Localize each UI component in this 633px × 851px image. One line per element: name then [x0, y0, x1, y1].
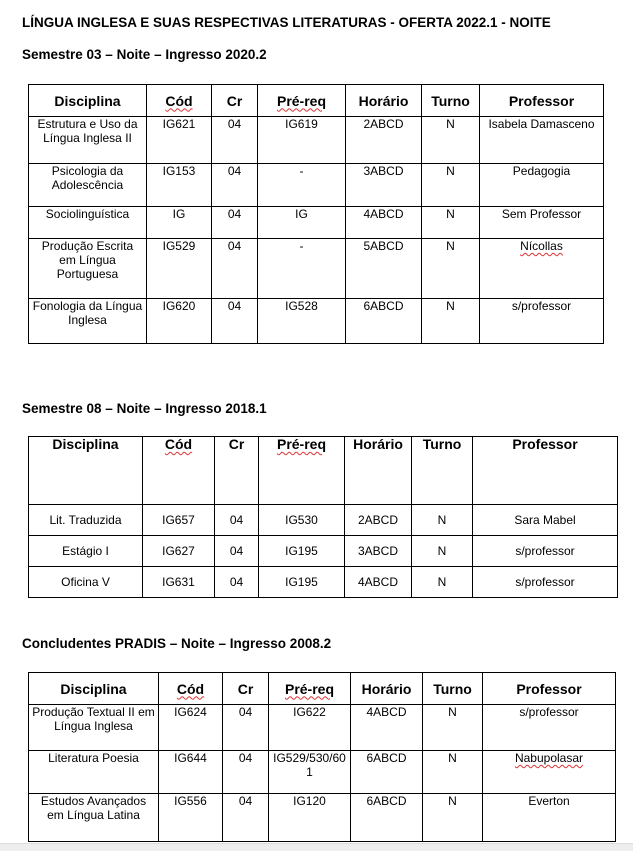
header-professor: Professor: [480, 85, 604, 117]
cell-prereq: IG528: [258, 299, 346, 344]
cell-prereq: IG120: [269, 794, 351, 842]
table-header-row: [29, 85, 604, 117]
cell-cod: IG644: [159, 751, 223, 794]
cell-horario: 6ABCD: [346, 299, 422, 344]
cell-prereq: IG530: [259, 505, 345, 536]
header-disciplina: Disciplina: [29, 85, 147, 117]
cell-cr: 04: [215, 536, 259, 567]
cell-prereq: IG: [258, 207, 346, 239]
section-title-semestre-03: Semestre 03 – Noite – Ingresso 2020.2: [22, 47, 267, 62]
cell-horario: 6ABCD: [351, 751, 423, 794]
cell-horario: 5ABCD: [346, 239, 422, 299]
cell-professor: s/professor: [473, 567, 618, 598]
table-row: [29, 505, 618, 536]
header-prereq: Pré-req: [259, 437, 345, 505]
cell-professor: Isabela Damasceno: [480, 117, 604, 164]
cell-cr: 04: [215, 505, 259, 536]
cell-disciplina: Literatura Poesia: [29, 751, 159, 794]
cell-prereq: -: [258, 164, 346, 207]
header-turno: Turno: [412, 437, 473, 505]
section-title-semestre-08: Semestre 08 – Noite – Ingresso 2018.1: [22, 401, 267, 416]
cell-professor: Nícollas: [480, 239, 604, 299]
cell-professor: Nabupolasar: [483, 751, 616, 794]
cell-prereq: IG622: [269, 705, 351, 751]
header-horario: Horário: [351, 673, 423, 705]
header-professor: Professor: [483, 673, 616, 705]
cell-turno: N: [423, 794, 483, 842]
table-row: [29, 536, 618, 567]
cell-turno: N: [412, 567, 473, 598]
table-row: [29, 751, 616, 794]
cell-cod: IG620: [147, 299, 212, 344]
cell-turno: N: [423, 705, 483, 751]
cell-disciplina: Psicologia da Adolescência: [29, 164, 147, 207]
cell-horario: 6ABCD: [351, 794, 423, 842]
header-cod: Cód: [159, 673, 223, 705]
cell-cr: 04: [215, 567, 259, 598]
cell-professor: Pedagogia: [480, 164, 604, 207]
cell-professor: Everton: [483, 794, 616, 842]
cell-cod: IG657: [143, 505, 215, 536]
cell-prereq: IG195: [259, 536, 345, 567]
cell-horario: 2ABCD: [346, 117, 422, 164]
table-row: [29, 705, 616, 751]
cell-turno: N: [422, 207, 480, 239]
cell-disciplina: Produção Escrita em Língua Portuguesa: [29, 239, 147, 299]
cell-cod: IG627: [143, 536, 215, 567]
cell-prereq: IG619: [258, 117, 346, 164]
section-title-concludentes: Concludentes PRADIS – Noite – Ingresso 2008.2: [22, 636, 332, 651]
table-row: [29, 567, 618, 598]
cell-cod: IG621: [147, 117, 212, 164]
table-header-row: [29, 673, 616, 705]
table-header-row: [29, 437, 618, 505]
header-cod: Cód: [147, 85, 212, 117]
header-prereq: Pré-req: [258, 85, 346, 117]
table-row: [29, 117, 604, 164]
cell-professor: s/professor: [480, 299, 604, 344]
cell-horario: 4ABCD: [345, 567, 412, 598]
cell-cod: IG631: [143, 567, 215, 598]
header-disciplina: Disciplina: [29, 673, 159, 705]
header-horario: Horário: [346, 85, 422, 117]
header-horario: Horário: [345, 437, 412, 505]
header-cr: Cr: [223, 673, 269, 705]
cell-horario: 2ABCD: [345, 505, 412, 536]
cell-cr: 04: [212, 207, 258, 239]
cell-turno: N: [412, 536, 473, 567]
cell-prereq: IG529/530/601: [269, 751, 351, 794]
cell-disciplina: Estrutura e Uso da Língua Inglesa II: [29, 117, 147, 164]
cell-cod: IG153: [147, 164, 212, 207]
cell-turno: N: [422, 164, 480, 207]
cell-disciplina: Produção Textual II em Língua Inglesa: [29, 705, 159, 751]
table-concludentes: [28, 672, 616, 842]
cell-professor: Sara Mabel: [473, 505, 618, 536]
header-professor: Professor: [473, 437, 618, 505]
cell-horario: 4ABCD: [346, 207, 422, 239]
cell-horario: 4ABCD: [351, 705, 423, 751]
cell-cr: 04: [212, 117, 258, 164]
cell-turno: N: [422, 239, 480, 299]
header-cr: Cr: [215, 437, 259, 505]
table-row: [29, 299, 604, 344]
page-bottom-edge: [0, 843, 633, 851]
cell-cod: IG: [147, 207, 212, 239]
cell-prereq: -: [258, 239, 346, 299]
cell-professor: s/professor: [473, 536, 618, 567]
cell-cr: 04: [223, 794, 269, 842]
header-cr: Cr: [212, 85, 258, 117]
header-turno: Turno: [422, 85, 480, 117]
cell-horario: 3ABCD: [345, 536, 412, 567]
cell-professor: s/professor: [483, 705, 616, 751]
header-prereq: Pré-req: [269, 673, 351, 705]
table-semestre-08: [28, 436, 618, 598]
cell-cod: IG556: [159, 794, 223, 842]
cell-turno: N: [423, 751, 483, 794]
cell-cr: 04: [223, 751, 269, 794]
cell-cr: 04: [212, 299, 258, 344]
table-semestre-03: [28, 84, 604, 344]
cell-professor: Sem Professor: [480, 207, 604, 239]
cell-disciplina: Lit. Traduzida: [29, 505, 143, 536]
header-disciplina: Disciplina: [29, 437, 143, 505]
cell-prereq: IG195: [259, 567, 345, 598]
cell-disciplina: Fonologia da Língua Inglesa: [29, 299, 147, 344]
header-cod: Cód: [143, 437, 215, 505]
cell-cr: 04: [212, 239, 258, 299]
table-row: [29, 794, 616, 842]
cell-disciplina: Estágio I: [29, 536, 143, 567]
document-title: LÍNGUA INGLESA E SUAS RESPECTIVAS LITERATURAS - OFERTA 2022.1 - NOITE: [22, 15, 551, 30]
cell-turno: N: [422, 299, 480, 344]
cell-disciplina: Sociolinguística: [29, 207, 147, 239]
table-row: [29, 207, 604, 239]
cell-cod: IG529: [147, 239, 212, 299]
cell-disciplina: Estudos Avançados em Língua Latina: [29, 794, 159, 842]
cell-turno: N: [412, 505, 473, 536]
table-row: [29, 239, 604, 299]
cell-turno: N: [422, 117, 480, 164]
cell-horario: 3ABCD: [346, 164, 422, 207]
cell-cod: IG624: [159, 705, 223, 751]
cell-disciplina: Oficina V: [29, 567, 143, 598]
cell-cr: 04: [223, 705, 269, 751]
cell-cr: 04: [212, 164, 258, 207]
table-row: [29, 164, 604, 207]
header-turno: Turno: [423, 673, 483, 705]
